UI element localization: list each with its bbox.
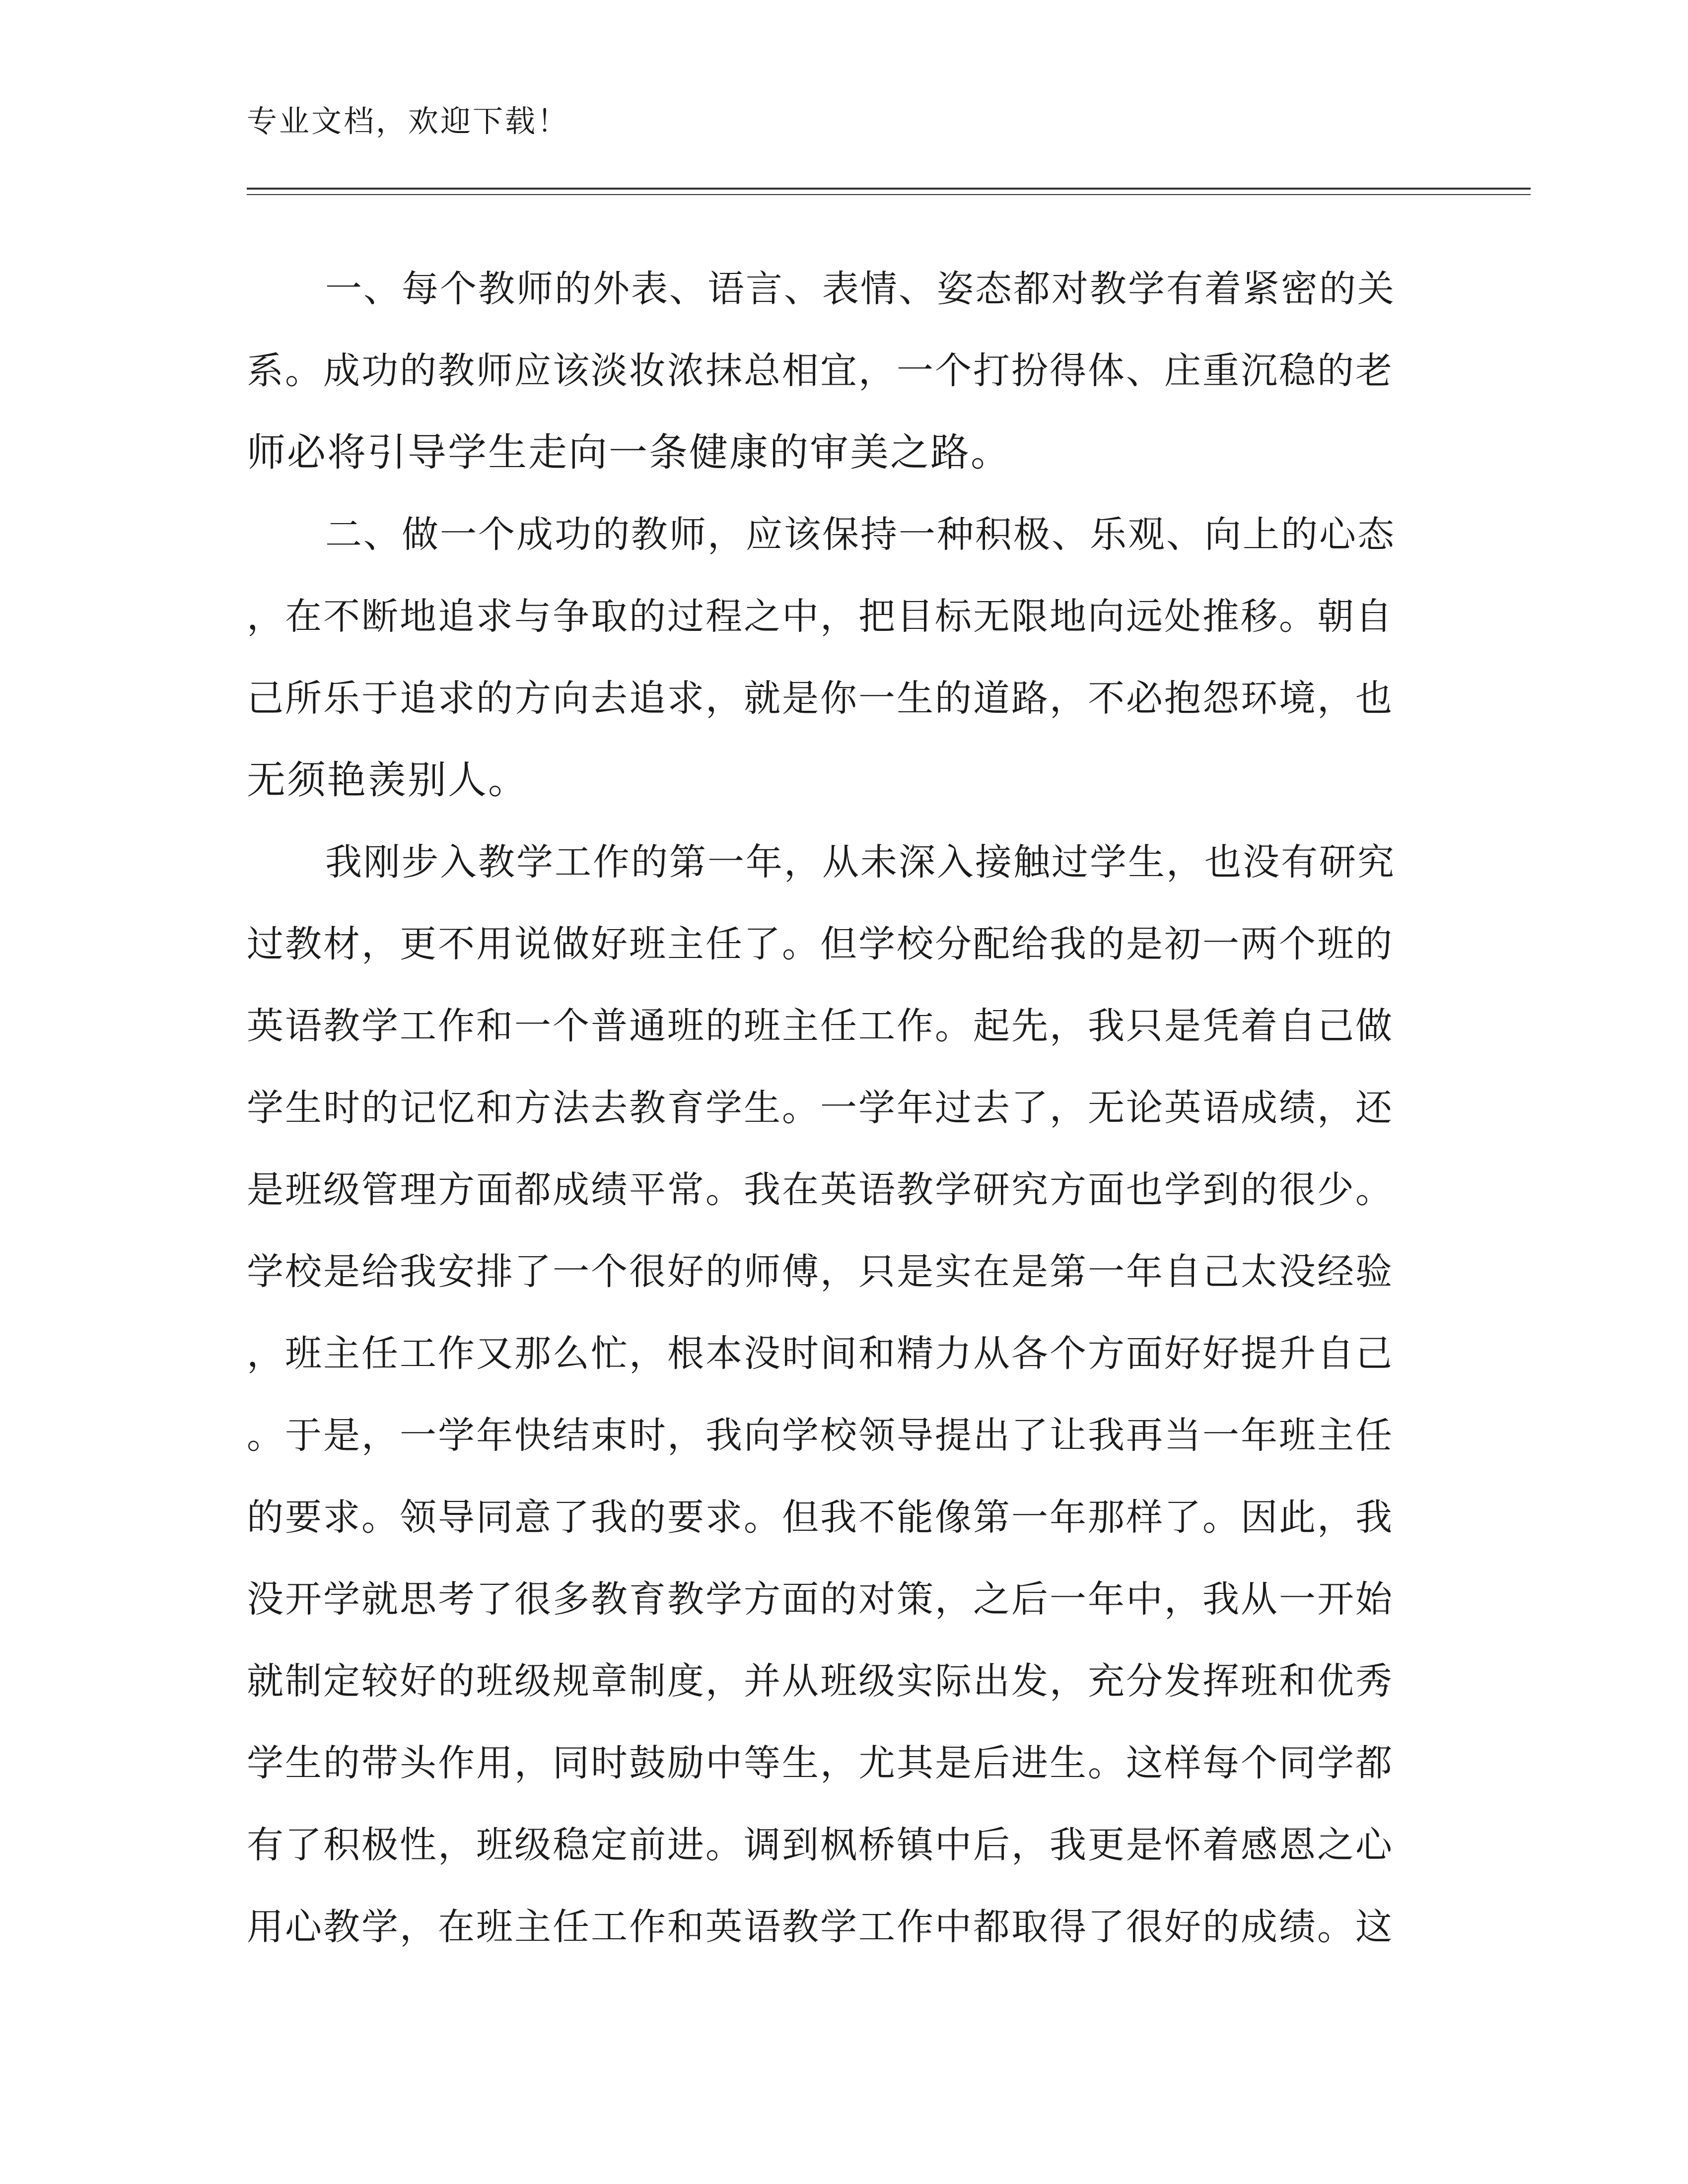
text-line: 学生时的记忆和方法去教育学生。一学年过去了，无论英语成绩，还 bbox=[247, 1087, 1394, 1129]
text-line: 系。成功的教师应该淡妆浓抹总相宜，一个打扮得体、庄重沉稳的老 bbox=[247, 349, 1394, 392]
text-line: 有了积极性，班级稳定前进。调到枫桥镇中后，我更是怀着感恩之心 bbox=[247, 1824, 1394, 1866]
text-line: 一、每个教师的外表、语言、表情、姿态都对教学有着紧密的关 bbox=[325, 268, 1396, 310]
text-line: 学校是给我安排了一个很好的师傅，只是实在是第一年自己太没经验 bbox=[247, 1250, 1394, 1293]
text-line: ，在不断地追求与争取的过程之中，把目标无限地向远处推移。朝自 bbox=[247, 595, 1394, 638]
text-line: 学生的带头作用，同时鼓励中等生，尤其是后进生。这样每个同学都 bbox=[247, 1742, 1394, 1784]
text-line: 二、做一个成功的教师，应该保持一种积极、乐观、向上的心态 bbox=[325, 513, 1396, 556]
text-line: ，班主任工作又那么忙，根本没时间和精力从各个方面好好提升自己 bbox=[247, 1332, 1394, 1375]
text-line: 用心教学，在班主任工作和英语教学工作中都取得了很好的成绩。这 bbox=[247, 1906, 1394, 1948]
text-line: 没开学就思考了很多教育教学方面的对策，之后一年中，我从一开始 bbox=[247, 1578, 1394, 1621]
header-divider-thin bbox=[247, 194, 1531, 195]
text-line: 是班级管理方面都成绩平常。我在英语教学研究方面也学到的很少。 bbox=[247, 1168, 1394, 1211]
text-line: 无须艳羡别人。 bbox=[247, 758, 529, 803]
text-line: 英语教学工作和一个普通班的班主任工作。起先，我只是凭着自己做 bbox=[247, 1005, 1394, 1047]
text-line: 就制定较好的班级规章制度，并从班级实际出发，充分发挥班和优秀 bbox=[247, 1660, 1394, 1703]
header-divider bbox=[247, 188, 1531, 190]
text-line: 我刚步入教学工作的第一年，从未深入接触过学生，也没有研究 bbox=[325, 841, 1396, 884]
text-line: 己所乐于追求的方向去追求，就是你一生的道路，不必抱怨环境，也 bbox=[247, 677, 1394, 720]
text-line: 师必将引导学生走向一条健康的审美之路。 bbox=[247, 430, 1011, 475]
body-text bbox=[247, 248, 1404, 1968]
text-line: 过教材，更不用说做好班主任了。但学校分配给我的是初一两个班的 bbox=[247, 923, 1394, 965]
text-line: 的要求。领导同意了我的要求。但我不能像第一年那样了。因此，我 bbox=[247, 1496, 1394, 1539]
text-line: 。于是，一学年快结束时，我向学校领导提出了让我再当一年班主任 bbox=[247, 1414, 1394, 1457]
page-header: 专业文档，欢迎下载！ bbox=[247, 104, 570, 139]
